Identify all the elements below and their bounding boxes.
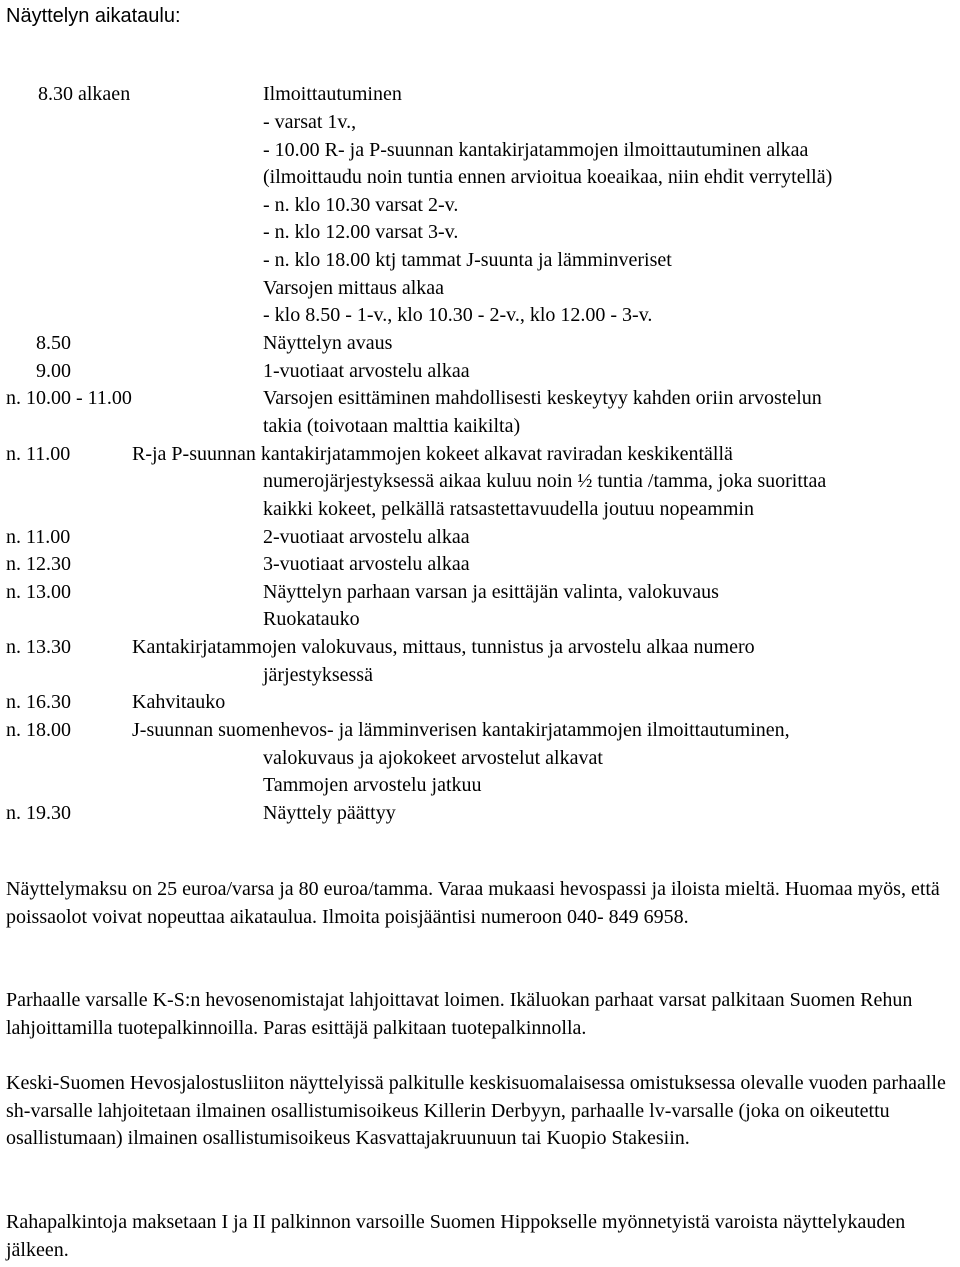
schedule-text: - varsat 1v., <box>263 111 357 133</box>
schedule-text: (ilmoittaudu noin tuntia ennen arvioitua koeaikaa, niin ehdit verrytellä) <box>263 166 833 188</box>
schedule-time: n. 13.30 <box>6 636 71 658</box>
fee-paragraph: Näyttelymaksu on 25 euroa/varsa ja 80 euroa/tamma. Varaa mukaasi hevospassi ja iloista mieltä. Huomaa myös, että poissaolot voivat nopeuttaa aikataulua. Ilmoita poisjääntisi numeroon 040- 849 6958. <box>6 878 940 928</box>
schedule-text: Varsojen esittäminen mahdollisesti keskeytyy kahden oriin arvostelun <box>263 387 822 409</box>
schedule-text: Näyttely päättyy <box>263 802 396 824</box>
schedule-text: Kahvitauko <box>132 691 226 713</box>
schedule-text: Varsojen mittaus alkaa <box>263 277 445 299</box>
schedule-text: valokuvaus ja ajokokeet arvostelut alkavat <box>263 747 603 769</box>
schedule-text: Näyttelyn avaus <box>263 332 393 354</box>
schedule-text: Ruokatauko <box>263 608 360 630</box>
schedule-time: 8.50 <box>36 332 71 354</box>
schedule-text: - klo 8.50 - 1-v., klo 10.30 - 2-v., klo 12.00 - 3-v. <box>263 304 653 326</box>
schedule-text: 3-vuotiaat arvostelu alkaa <box>263 553 470 575</box>
schedule-text: takia (toivotaan malttia kaikilta) <box>263 415 521 437</box>
schedule-text: - n. klo 12.00 varsat 3-v. <box>263 221 459 243</box>
schedule-text: 1-vuotiaat arvostelu alkaa <box>263 360 470 382</box>
schedule-time: n. 13.00 <box>6 581 71 603</box>
schedule-text: Ilmoittautuminen <box>263 83 402 105</box>
schedule-time: n. 11.00 <box>6 443 71 465</box>
schedule-time: n. 16.30 <box>6 691 71 713</box>
schedule-time: n. 18.00 <box>6 719 71 741</box>
schedule-text: kaikki kokeet, pelkällä ratsastettavuudella joutuu nopeammin <box>263 498 754 520</box>
schedule-text: Näyttelyn parhaan varsan ja esittäjän valinta, valokuvaus <box>263 581 719 603</box>
schedule-text: 2-vuotiaat arvostelu alkaa <box>263 526 470 548</box>
schedule-text: Kantakirjatammojen valokuvaus, mittaus, tunnistus ja arvostelu alkaa numero <box>132 636 755 658</box>
schedule-time: n. 19.30 <box>6 802 71 824</box>
prizes-paragraph: Parhaalle varsalle K-S:n hevosenomistajat lahjoittavat loimen. Ikäluokan parhaat varsat palkitaan Suomen Rehun lahjoittamilla tuotepalkinnoilla. Paras esittäjä palkitaan tuotepalkinnolla. <box>6 989 913 1039</box>
schedule-time: n. 10.00 - 11.00 <box>6 387 132 409</box>
schedule-text: numerojärjestyksessä aikaa kuluu noin ½ tuntia /tamma, joka suorittaa <box>263 470 827 492</box>
derby-paragraph: Keski-Suomen Hevosjalostusliiton näyttelyissä palkitulle keskisuomalaisessa omistuksessa olevalle vuoden parhaalle sh-varsalle lahjoitetaan ilmainen osallistumisoikeus Killerin Derbyyn, parhaalle lv-varsalle (joka on oikeutettu osallistumaan) ilmainen osallistumisoikeus Kasvattajakruunuun tai Kuopio Stakesiin. <box>6 1072 946 1150</box>
schedule-text: - n. klo 18.00 ktj tammat J-suunta ja lämminveriset <box>263 249 672 271</box>
schedule-text: - n. klo 10.30 varsat 2-v. <box>263 194 459 216</box>
schedule-text: Tammojen arvostelu jatkuu <box>263 774 482 796</box>
schedule-text: - 10.00 R- ja P-suunnan kantakirjatammojen ilmoittautuminen alkaa <box>263 139 809 161</box>
schedule-text: J-suunnan suomenhevos- ja lämminverisen kantakirjatammojen ilmoittautuminen, <box>132 719 790 741</box>
schedule-time: n. 11.00 <box>6 526 71 548</box>
schedule-time: 9.00 <box>36 360 71 382</box>
schedule-time: 8.30 alkaen <box>38 83 131 105</box>
cash-prizes-paragraph: Rahapalkintoja maksetaan I ja II palkinnon varsoille Suomen Hippokselle myönnetyistä varoista näyttelykauden jälkeen. <box>6 1211 906 1261</box>
schedule-time: n. 12.30 <box>6 553 71 575</box>
schedule-text: järjestyksessä <box>263 664 373 686</box>
page-title: Näyttelyn aikataulu: <box>6 5 181 27</box>
schedule-text: R-ja P-suunnan kantakirjatammojen kokeet alkavat raviradan keskikentällä <box>132 443 733 465</box>
